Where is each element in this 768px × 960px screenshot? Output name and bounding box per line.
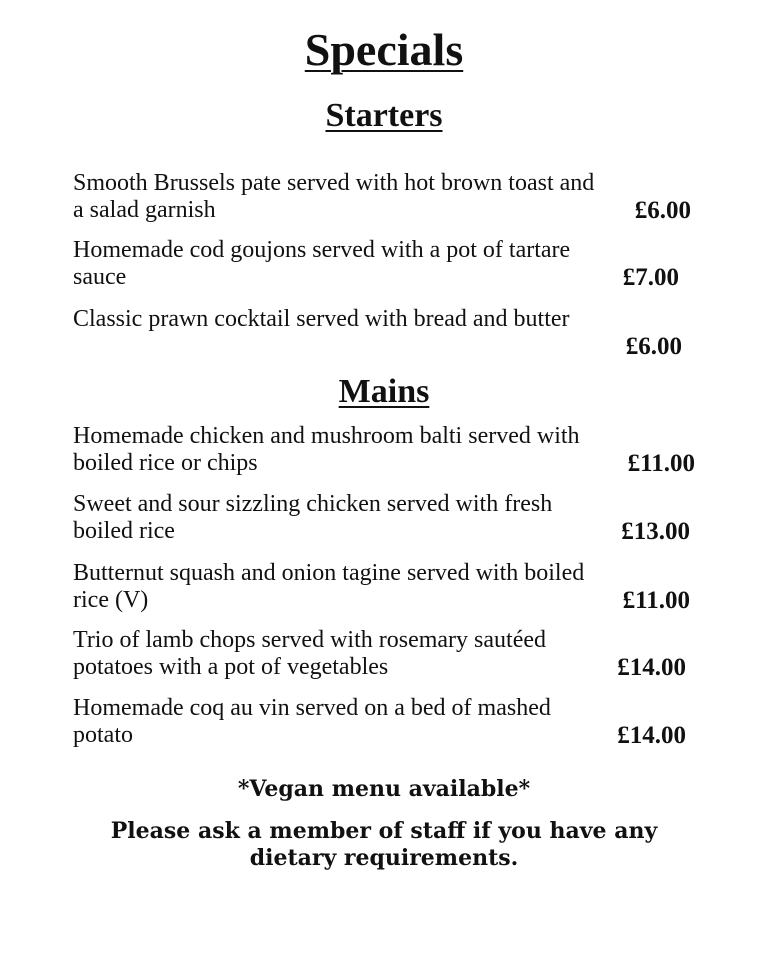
main-item-4-desc-line1: Trio of lamb chops served with rosemary sautéed xyxy=(73,627,547,653)
starter-item-3-desc-line2 xyxy=(73,333,693,360)
main-item-3-desc-line2: rice (V) xyxy=(73,587,149,613)
starters-heading: Starters xyxy=(325,97,443,134)
starter-item-2-desc-line1: Homemade cod goujons served with a pot of tartare xyxy=(73,237,571,263)
main-item-5-desc-line2: potato xyxy=(73,722,133,748)
main-item-2-desc-line2: boiled rice xyxy=(73,518,175,544)
main-item-3 xyxy=(73,560,693,614)
menu-title: Specials xyxy=(304,24,464,75)
dietary-note-line1: Please ask a member of staff if you have any xyxy=(110,818,658,844)
starter-item-1-desc-line1: Smooth Brussels pate served with hot brown toast and xyxy=(73,170,595,196)
main-item-1 xyxy=(73,423,693,477)
starter-item-1-desc-line2: a salad garnish xyxy=(73,197,216,223)
starter-item-3-price: £6.00 xyxy=(625,333,682,360)
starter-item-3 xyxy=(73,306,693,360)
starter-item-2-desc-line2: sauce xyxy=(73,264,127,290)
vegan-menu-note: *Vegan menu available* xyxy=(237,776,531,802)
main-item-5-desc-line1: Homemade coq au vin served on a bed of mashed xyxy=(73,695,551,721)
mains-heading: Mains xyxy=(338,373,430,410)
main-item-5 xyxy=(73,695,693,749)
main-item-2 xyxy=(73,491,693,545)
main-item-1-desc-line1: Homemade chicken and mushroom balti served with xyxy=(73,423,580,449)
starter-item-1-price: £6.00 xyxy=(634,197,691,224)
main-item-4-desc-line2: potatoes with a pot of vegetables xyxy=(73,654,389,680)
main-item-3-desc-line1: Butternut squash and onion tagine served with boiled xyxy=(73,560,585,586)
starter-item-2-price: £7.00 xyxy=(622,264,679,291)
starter-item-1 xyxy=(73,170,693,224)
main-item-3-price: £11.00 xyxy=(622,587,690,614)
main-item-5-price: £14.00 xyxy=(617,722,686,749)
main-item-1-price: £11.00 xyxy=(627,450,695,477)
starter-item-3-desc-line1: Classic prawn cocktail served with bread and butter xyxy=(73,306,570,332)
main-item-2-price: £13.00 xyxy=(621,518,690,545)
main-item-4 xyxy=(73,627,693,681)
dietary-note-line2: dietary requirements. xyxy=(249,845,519,871)
main-item-2-desc-line1: Sweet and sour sizzling chicken served with fresh xyxy=(73,491,553,517)
main-item-1-desc-line2: boiled rice or chips xyxy=(73,450,258,476)
starter-item-2 xyxy=(73,237,693,291)
main-item-4-price: £14.00 xyxy=(617,654,686,681)
